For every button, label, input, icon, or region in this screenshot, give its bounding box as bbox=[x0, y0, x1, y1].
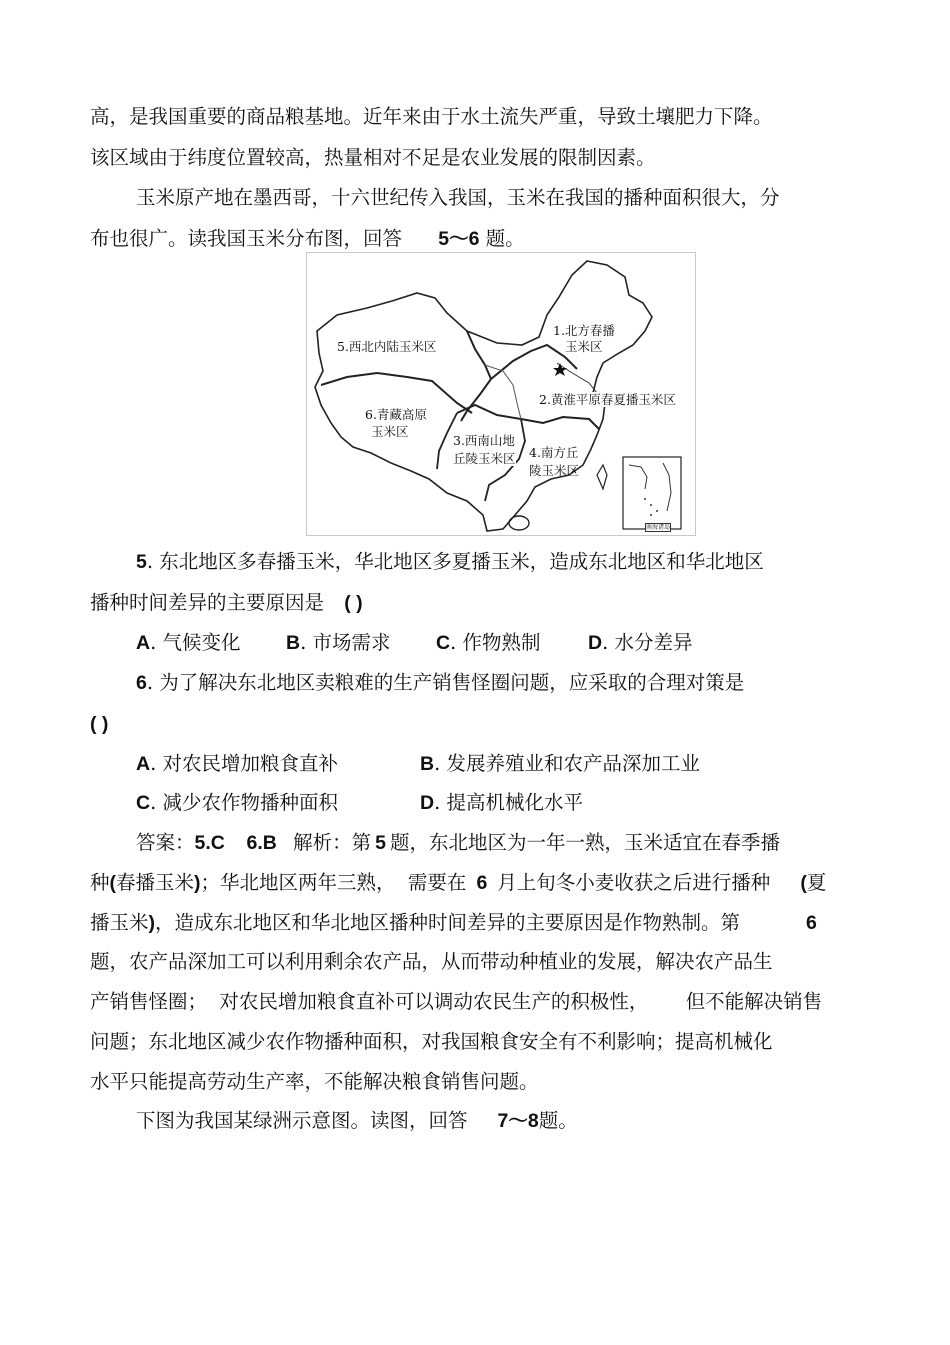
capital-star-icon bbox=[553, 363, 567, 376]
map-label-region-1: 玉米区 bbox=[565, 339, 603, 354]
paragraph-line: 高，是我国重要的商品粮基地。近年来由于水土流失严重，导致土壤肥力下降。 bbox=[90, 105, 773, 128]
map-label-region-1: 1.北方春播 bbox=[553, 323, 615, 338]
inset-coast bbox=[663, 463, 671, 511]
paragraph-line bbox=[90, 226, 525, 252]
option-c: C. 作物熟制 bbox=[436, 631, 541, 654]
explanation-line: 水平只能提高劳动生产率，不能解决粮食销售问题。 bbox=[90, 1070, 539, 1093]
paragraph-text: 题。 bbox=[485, 227, 525, 250]
explanation-line: 种(春播玉米)；华北地区两年三熟， 需要在 6 月上旬冬小麦收获之后进行播种 (夏 bbox=[90, 871, 827, 894]
question-5-stem bbox=[90, 590, 363, 616]
option-d: D. 水分差异 bbox=[588, 631, 693, 654]
map-label-region-4: 4.南方丘 bbox=[529, 445, 579, 460]
paragraph-line: 玉米原产地在墨西哥，十六世纪传入我国，玉米在我国的播种面积很大，分 bbox=[136, 186, 780, 209]
question-text: . 为了解决东北地区卖粮难的生产销售怪圈问题，应采取的合理对策是 bbox=[146, 671, 745, 694]
map-label-region-4: 陵玉米区 bbox=[529, 463, 580, 478]
option-b: B. 市场需求 bbox=[286, 631, 391, 654]
question-number: 6 bbox=[136, 672, 147, 694]
question-range: 5～6 bbox=[438, 228, 480, 250]
corn-distribution-map bbox=[306, 252, 696, 536]
map-label-region-6: 玉米区 bbox=[371, 424, 409, 439]
option-a: A. 对农民增加粮食直补 bbox=[136, 752, 338, 775]
coastline bbox=[557, 363, 597, 393]
option-b: B. 发展养殖业和农产品深加工业 bbox=[420, 752, 700, 775]
answer-blank: ( ) bbox=[90, 713, 109, 735]
map-label-region-3: 3.西南山地 bbox=[453, 433, 515, 448]
map-label-region-2: 2.黄淮平原春夏播玉米区 bbox=[539, 392, 676, 407]
question-6-stem bbox=[136, 670, 744, 696]
next-question-intro: 下图为我国某绿洲示意图。读图，回答 7～8题。 bbox=[136, 1109, 578, 1132]
hainan-island bbox=[509, 516, 529, 530]
question-number: 5 bbox=[136, 551, 147, 573]
option-a: A. 气候变化 bbox=[136, 631, 241, 654]
answer-blank: ( ) bbox=[344, 592, 363, 614]
explanation-line: 播玉米)，造成东北地区和华北地区播种时间差异的主要原因是作物熟制。第 6 bbox=[90, 911, 817, 934]
map-label-region-6: 6.青藏高原 bbox=[365, 407, 427, 422]
map-label-region-5: 5.西北内陆玉米区 bbox=[337, 339, 437, 354]
paragraph-line: 该区域由于纬度位置较高，热量相对不足是农业发展的限制因素。 bbox=[90, 146, 656, 169]
question-text: . 东北地区多春播玉米，华北地区多夏播玉米，造成东北地区和华北地区 bbox=[146, 550, 764, 573]
option-d: D. 提高机械化水平 bbox=[420, 791, 583, 814]
boundary-line bbox=[457, 405, 599, 429]
boundary-line bbox=[485, 365, 521, 419]
answer-line: 答案：5.C 6.B 解析：第 5 题，东北地区为一年一熟，玉米适宜在春季播 bbox=[136, 831, 780, 854]
paragraph-text: 布也很广。读我国玉米分布图，回答 bbox=[90, 227, 403, 250]
answer-key: 5.C 6.B bbox=[194, 832, 277, 854]
inset-coast bbox=[629, 465, 647, 489]
south-china-sea-inset bbox=[623, 457, 681, 529]
question-text: 播种时间差异的主要原因是 bbox=[90, 591, 325, 614]
map-label-region-3: 丘陵玉米区 bbox=[453, 451, 516, 466]
option-c: C. 减少农作物播种面积 bbox=[136, 791, 338, 814]
explanation-line: 问题；东北地区减少农作物播种面积，对我国粮食安全有不利影响；提高机械化 bbox=[90, 1030, 773, 1053]
explanation-line: 题，农产品深加工可以利用剩余农产品，从而带动种植业的发展，解决农产品生 bbox=[90, 950, 773, 973]
explanation-line: 产销售怪圈； 对农民增加粮食直补可以调动农民生产的积极性， 但不能解决销售 bbox=[90, 990, 823, 1013]
map-inset-label: 南海诸岛 bbox=[646, 524, 671, 531]
taiwan-island bbox=[597, 465, 607, 489]
question-5-stem bbox=[136, 549, 764, 575]
